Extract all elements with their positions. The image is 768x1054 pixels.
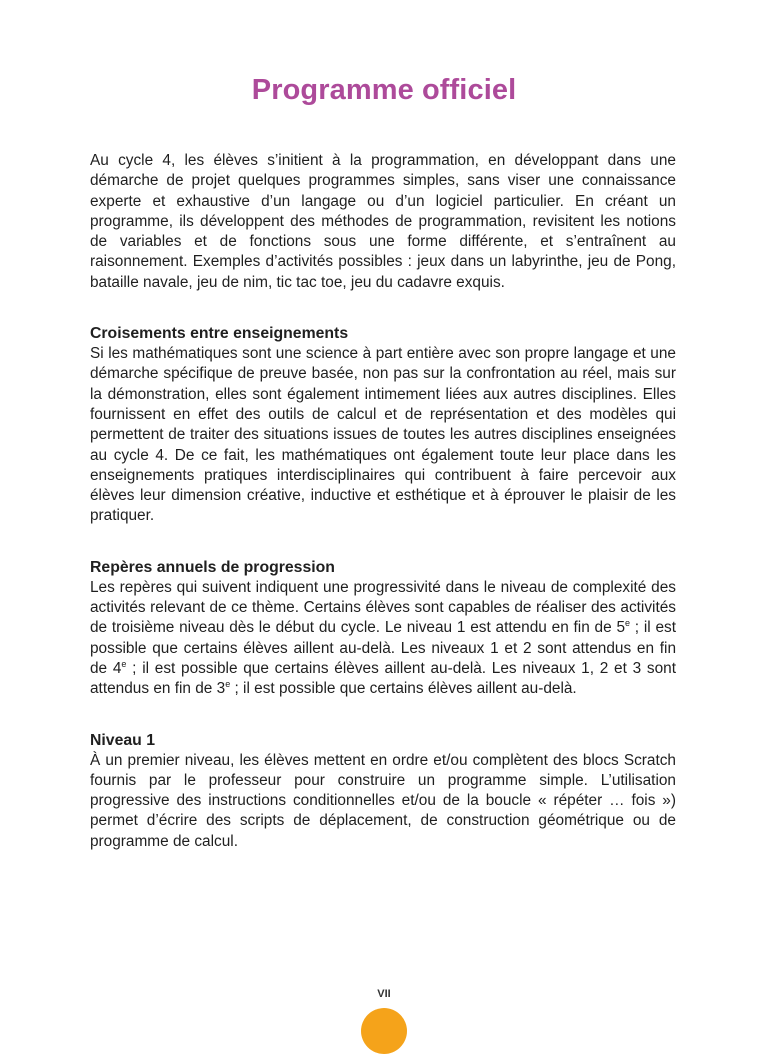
page-number: VII [377, 988, 391, 1000]
reperes-text-part4: ; il est possible que certains élèves aillent au-delà. [230, 680, 577, 698]
page-content [90, 151, 676, 852]
page-title: Programme officiel [251, 74, 517, 106]
reperes-paragraph [90, 578, 676, 700]
page-tab-decoration [361, 1008, 407, 1054]
reperes-text-part1: Les repères qui suivent indiquent une progressivité dans le niveau de complexité des activités relevant de ce thème. Certains élèves sont capables de réaliser des activités de troisième niveau dès le début du cycle. Le niveau 1 est attendu en fin de 5 [90, 578, 676, 637]
ordinal-superscript: e [225, 679, 231, 690]
section-croisements [90, 323, 676, 527]
intro-paragraph: Au cycle 4, les élèves s’initient à la programmation, en développant dans une démarche de projet quelques programmes simples, sans viser une connaissance experte et exhaustive d’un langage ou d’un logiciel particulier. En créant un programme, ils développent des méthodes de programmation, revisitent les notions de variables et de fonctions sous une forme différente, et s’entraînent au raisonnement. Exemples d’activités possibles : jeux dans un labyrinthe, jeu de Pong, bataille navale, jeu de nim, tic tac toe, jeu du cadavre exquis. [90, 152, 676, 291]
reperes-text-part2: ; il est possible que certains élèves aillent au-delà. Les niveaux 1 et 2 sont attendus en fin de 4 [90, 619, 676, 677]
niveau1-paragraph: À un premier niveau, les élèves mettent en ordre et/ou complètent des blocs Scratch fournis par le professeur pour construire un programme simple. L’utilisation progressive des instructions conditionnelles et/ou de la boucle « répéter … fois ») permet d’écrire des scripts de déplacement, de construction géométrique ou de programme de calcul. [90, 751, 676, 850]
ordinal-superscript: e [625, 618, 631, 629]
section-heading-reperes: Repères annuels de progression [90, 558, 335, 576]
section-niveau1 [90, 730, 676, 852]
section-reperes [90, 557, 676, 700]
ordinal-superscript: e [121, 658, 127, 669]
section-heading-niveau1: Niveau 1 [90, 731, 155, 749]
reperes-text-part3: ; il est possible que certains élèves aillent au-delà. Les niveaux 1, 2 et 3 sont attendus en fin de 3 [90, 659, 676, 698]
section-heading-croisements: Croisements entre enseignements [90, 325, 349, 343]
croisements-paragraph: Si les mathématiques sont une science à part entière avec son propre langage et une démarche spécifique de preuve basée, non pas sur la confrontation au réel, mais sur la démonstration, elles sont également intimement liées aux autres disciplines. Elles fournissent en effet des outils de calcul et de représentation et des modèles qui permettent de traiter des situations issues de toutes les autres disciplines enseignées au cycle 4. De ce fait, les mathématiques ont également toute leur place dans les enseignements pratiques interdisciplinaires qui contribuent à faire percevoir aux élèves leur dimension créative, inductive et esthétique et à éprouver le plaisir de les pratiquer. [90, 345, 676, 525]
